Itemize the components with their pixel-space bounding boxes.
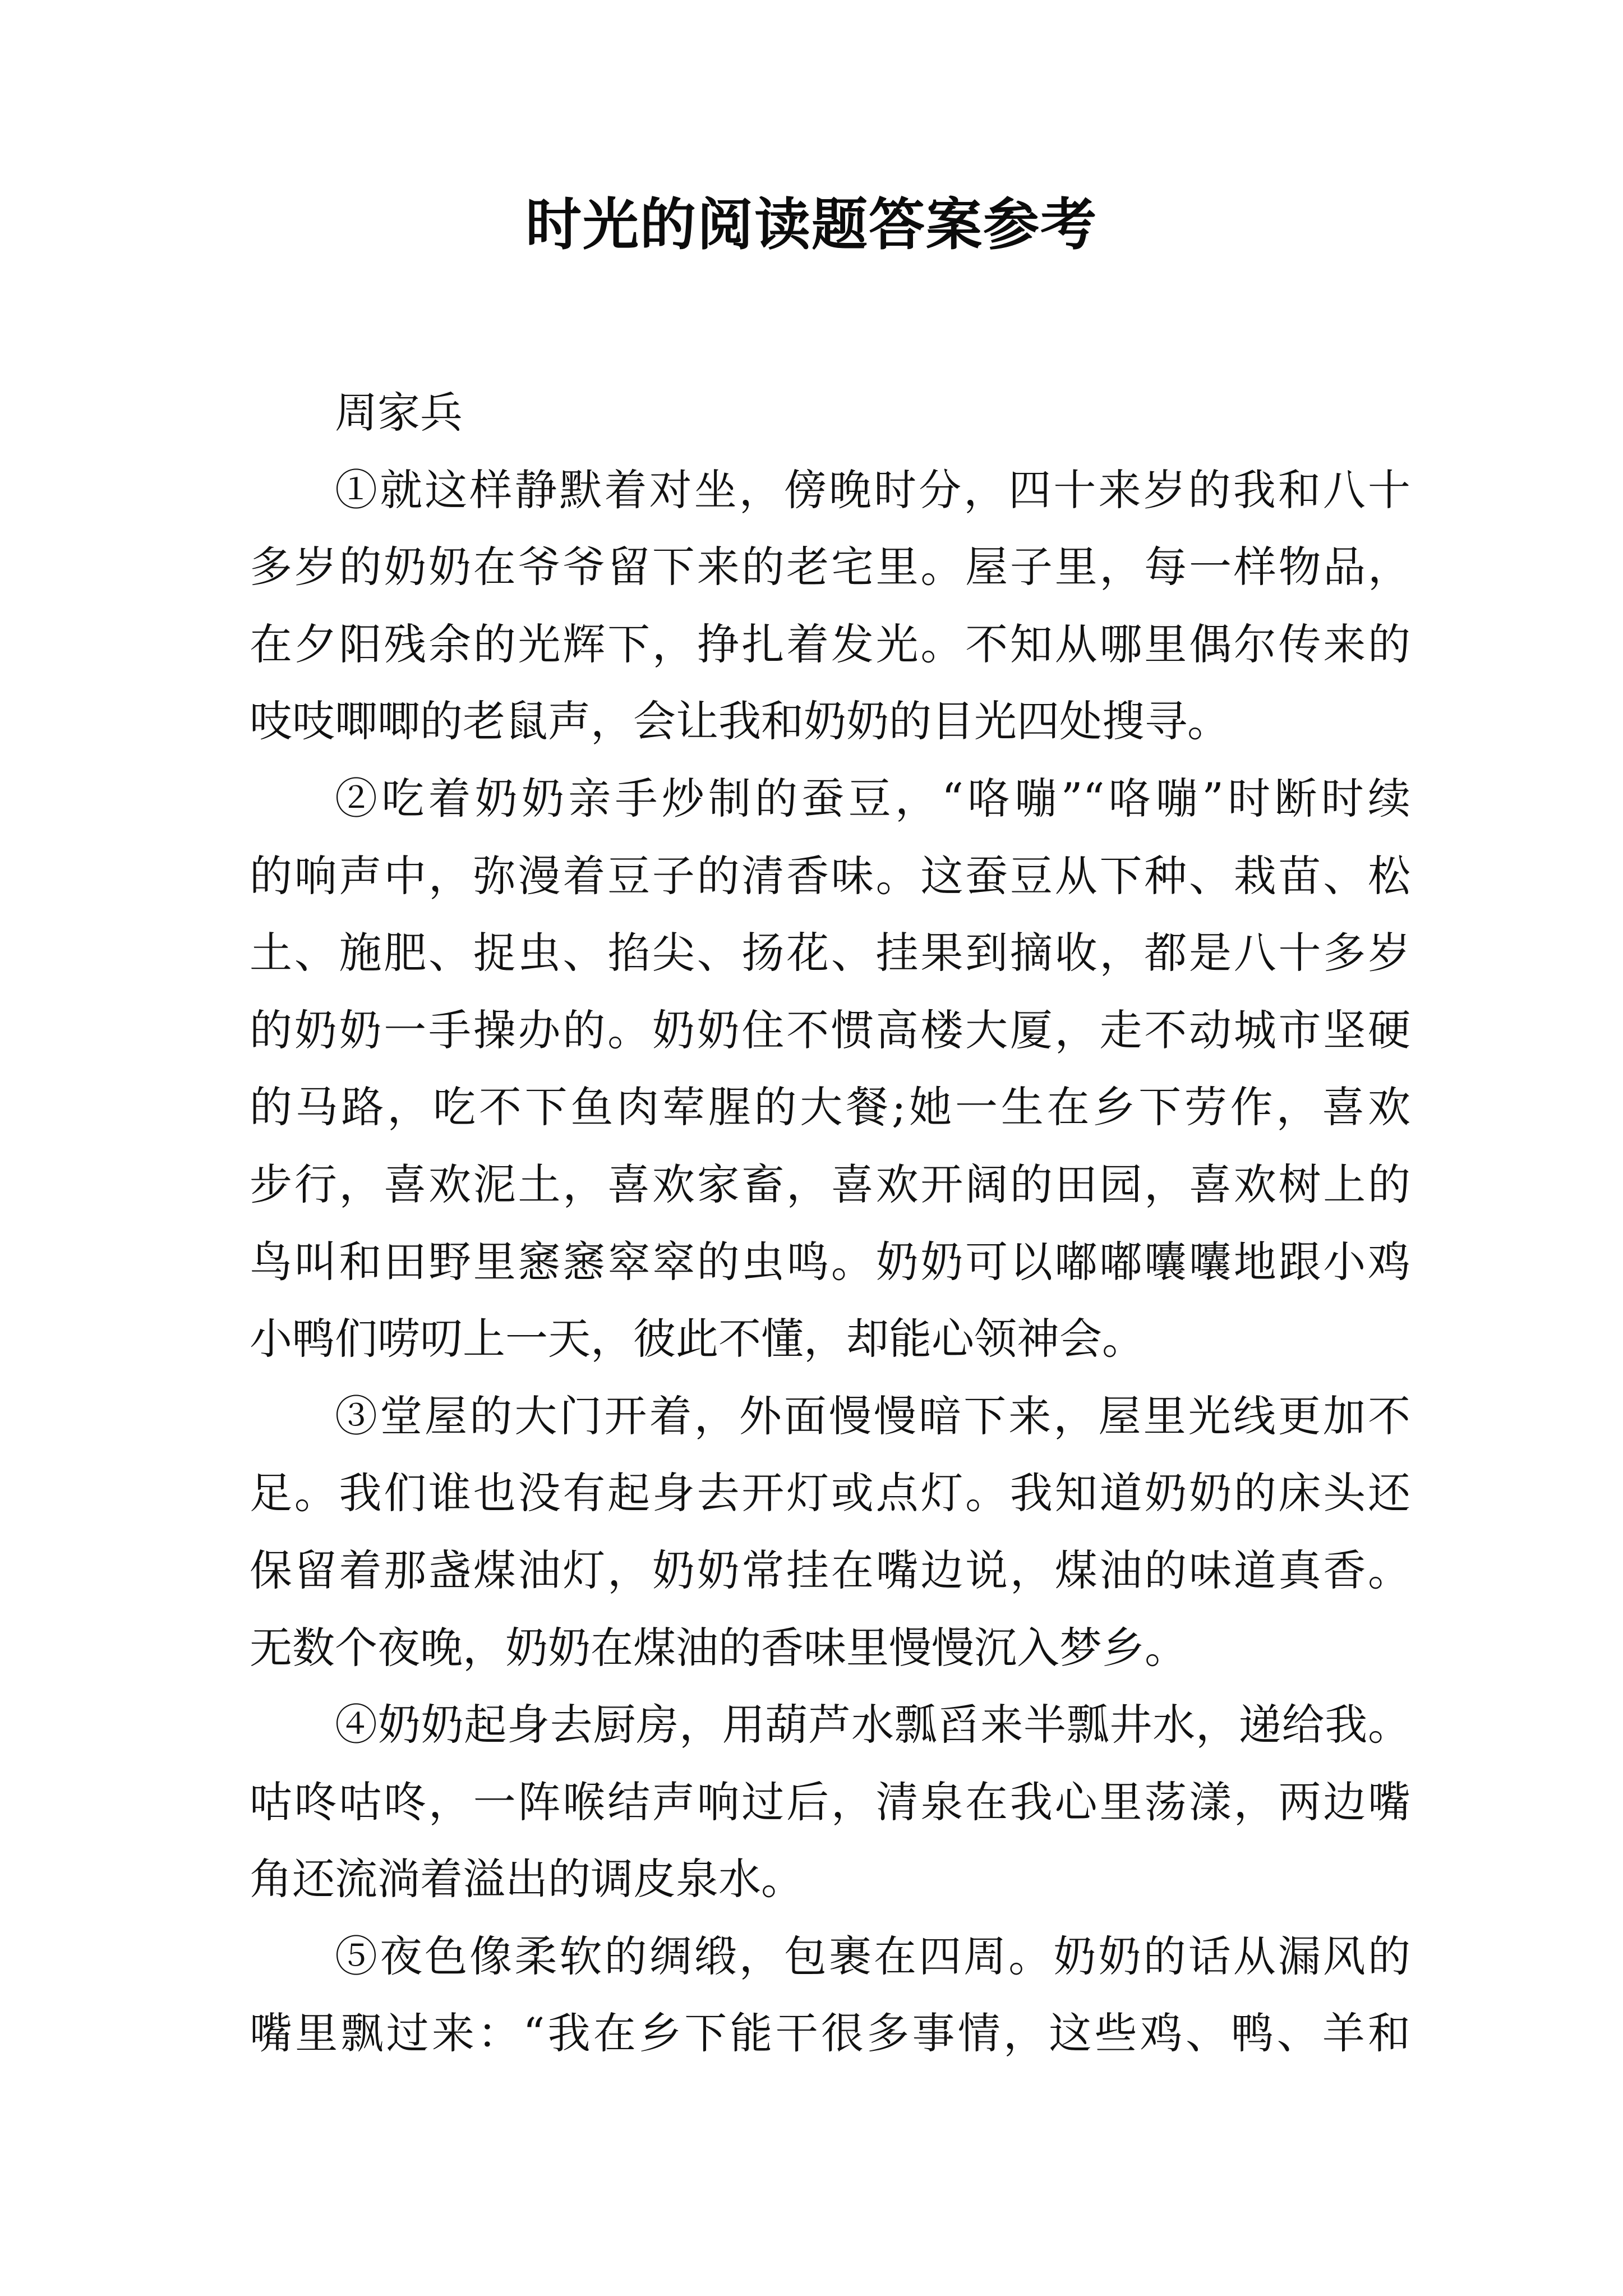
paragraph-line: 在夕阳残余的光辉下，挣扎着发光。不知从哪里偶尔传来的 xyxy=(250,619,1410,669)
paragraph-first-line: ⑤夜色像柔软的绸缎，包裹在四周。奶奶的话从漏风的 xyxy=(335,1931,1410,1981)
paragraph-first-line: ④奶奶起身去厨房，用葫芦水瓢舀来半瓢井水，递给我。 xyxy=(335,1700,1410,1750)
paragraph-line: 的马路，吃不下鱼肉荤腥的大餐;她一生在乡下劳作，喜欢 xyxy=(250,1082,1410,1133)
paragraph-first-line: 周家兵 xyxy=(335,388,463,438)
paragraph-line: 无数个夜晚，奶奶在煤油的香味里慢慢沉入梦乡。 xyxy=(250,1622,1187,1673)
paragraph-line: 的奶奶一手操办的。奶奶住不惯高楼大厦，走不动城市坚硬 xyxy=(250,1005,1410,1055)
paragraph-line: 角还流淌着溢出的调皮泉水。 xyxy=(250,1854,804,1904)
paragraph-line: 小鸭们唠叨上一天，彼此不懂，却能心领神会。 xyxy=(250,1314,1145,1364)
paragraph-line: 土、施肥、捉虫、掐尖、扬花、挂果到摘收，都是八十多岁 xyxy=(250,928,1410,978)
paragraph-line: 多岁的奶奶在爷爷留下来的老宅里。屋子里，每一样物品， xyxy=(250,542,1410,592)
paragraph-line: 保留着那盏煤油灯，奶奶常挂在嘴边说，煤油的味道真香。 xyxy=(250,1545,1410,1595)
paragraph-first-line: ①就这样静默着对坐，傍晚时分，四十来岁的我和八十 xyxy=(335,464,1410,515)
paragraph-line: 嘴里飘过来：“我在乡下能干很多事情，这些鸡、鸭、羊和 xyxy=(250,2008,1410,2059)
paragraph-first-line: ③堂屋的大门开着，外面慢慢暗下来，屋里光线更加不 xyxy=(335,1391,1410,1441)
paragraph-line: 吱吱唧唧的老鼠声，会让我和奶奶的目光四处搜寻。 xyxy=(250,696,1230,747)
paragraph-line: 咕咚咕咚，一阵喉结声响过后，清泉在我心里荡漾，两边嘴 xyxy=(250,1777,1410,1827)
paragraph-line: 的响声中，弥漫着豆子的清香味。这蚕豆从下种、栽苗、松 xyxy=(250,850,1410,901)
article-body xyxy=(250,374,1410,2072)
paragraph-first-line: ②吃着奶奶亲手炒制的蚕豆，“咯嘣”“咯嘣”时断时续 xyxy=(335,773,1410,823)
paragraph-line: 鸟叫和田野里窸窸窣窣的虫鸣。奶奶可以嘟嘟囔囔地跟小鸡 xyxy=(250,1236,1410,1287)
paragraph-line: 足。我们谁也没有起身去开灯或点灯。我知道奶奶的床头还 xyxy=(250,1468,1410,1519)
document-title: 时光的阅读题答案参考 xyxy=(525,191,1098,257)
paragraph-line: 步行，喜欢泥土，喜欢家畜，喜欢开阔的田园，喜欢树上的 xyxy=(250,1159,1410,1209)
